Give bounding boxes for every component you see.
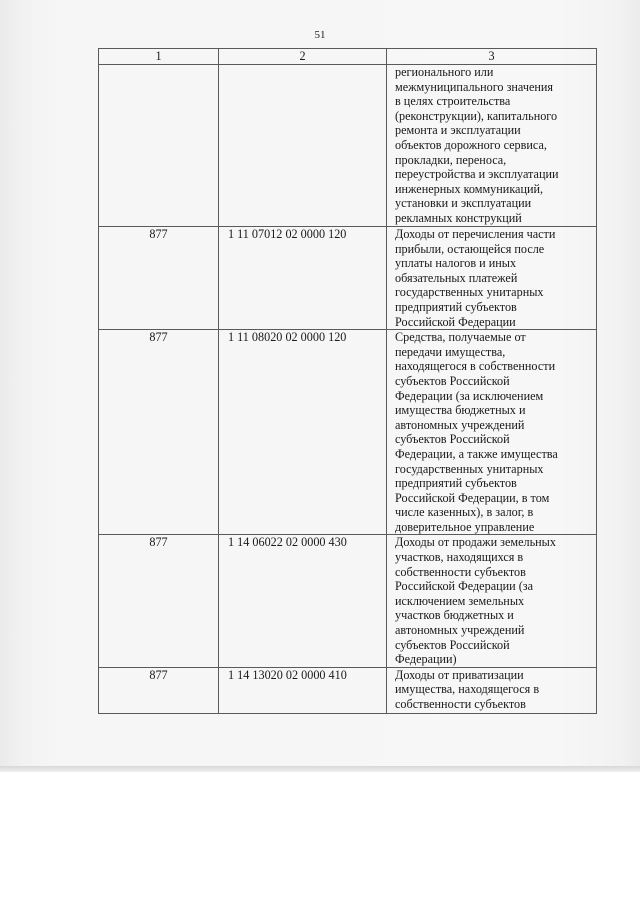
- table-row: [99, 227, 597, 330]
- income-code-cell: [219, 65, 387, 227]
- income-code: 1 11 08020 02 0000 120: [228, 330, 347, 345]
- table-row: [99, 65, 597, 227]
- admin-code-cell: [99, 330, 219, 535]
- income-description: Доходы от приватизации имущества, находящегося в собственности субъектов: [395, 667, 540, 711]
- income-description: Доходы от перечисления части прибыли, остающейся после уплаты налогов и иных обязательных платежей государственных унитарных предприятий субъектов Российской Федерации: [395, 227, 556, 329]
- admin-code: 877: [149, 330, 168, 345]
- admin-code-cell: [99, 667, 219, 713]
- column-header-3: 3: [387, 49, 597, 65]
- income-description: регионального или межмуниципального значения в целях строительства (реконструкции), капитального ремонта и эксплуатации объектов дорожного сервиса, прокладки, переноса, переустройства и эксплуатации инженерных коммуникаций, установки и эксплуатации рекламных конструкций: [395, 65, 559, 225]
- column-header-2: 2: [219, 49, 387, 65]
- income-code-cell: [219, 330, 387, 535]
- admin-code: 877: [149, 227, 168, 241]
- table-row: [99, 535, 597, 667]
- income-description: Доходы от продажи земельных участков, находящихся в собственности субъектов Российской Федерации (за исключением земельных участков бюджетных и автономных учреждений субъектов Российской Федерации): [395, 535, 556, 667]
- description-cell: [387, 227, 597, 330]
- income-code: 1 14 13020 02 0000 410: [228, 667, 347, 682]
- income-codes-table: [98, 48, 597, 714]
- admin-code: 877: [149, 667, 168, 682]
- table-row: [99, 330, 597, 535]
- income-code-cell: [219, 227, 387, 330]
- page-bottom-edge: [0, 766, 640, 772]
- income-code: 1 14 06022 02 0000 430: [228, 535, 347, 550]
- income-description: Средства, получаемые от передачи имущества, находящегося в собственности субъектов Российской Федерации (за исключением имущества бюджетных и автономных учреждений субъектов Российской Федерации, а также имущества государственных унитарных предприятий субъектов Российской Федерации, в том числе казенных), в залог, в доверительное управление: [395, 330, 558, 534]
- table-row: [99, 667, 597, 713]
- admin-code: 877: [149, 535, 168, 550]
- description-cell: [387, 535, 597, 667]
- description-cell: [387, 667, 597, 713]
- column-header-1: 1: [99, 49, 219, 65]
- income-code-cell: [219, 535, 387, 667]
- income-code-cell: [219, 667, 387, 713]
- income-code: 1 11 07012 02 0000 120: [228, 227, 347, 241]
- admin-code-cell: [99, 227, 219, 330]
- description-cell: [387, 330, 597, 535]
- page-number: 51: [314, 29, 326, 41]
- admin-code-cell: [99, 65, 219, 227]
- table-header-row: [99, 49, 597, 65]
- admin-code-cell: [99, 535, 219, 667]
- description-cell: [387, 65, 597, 227]
